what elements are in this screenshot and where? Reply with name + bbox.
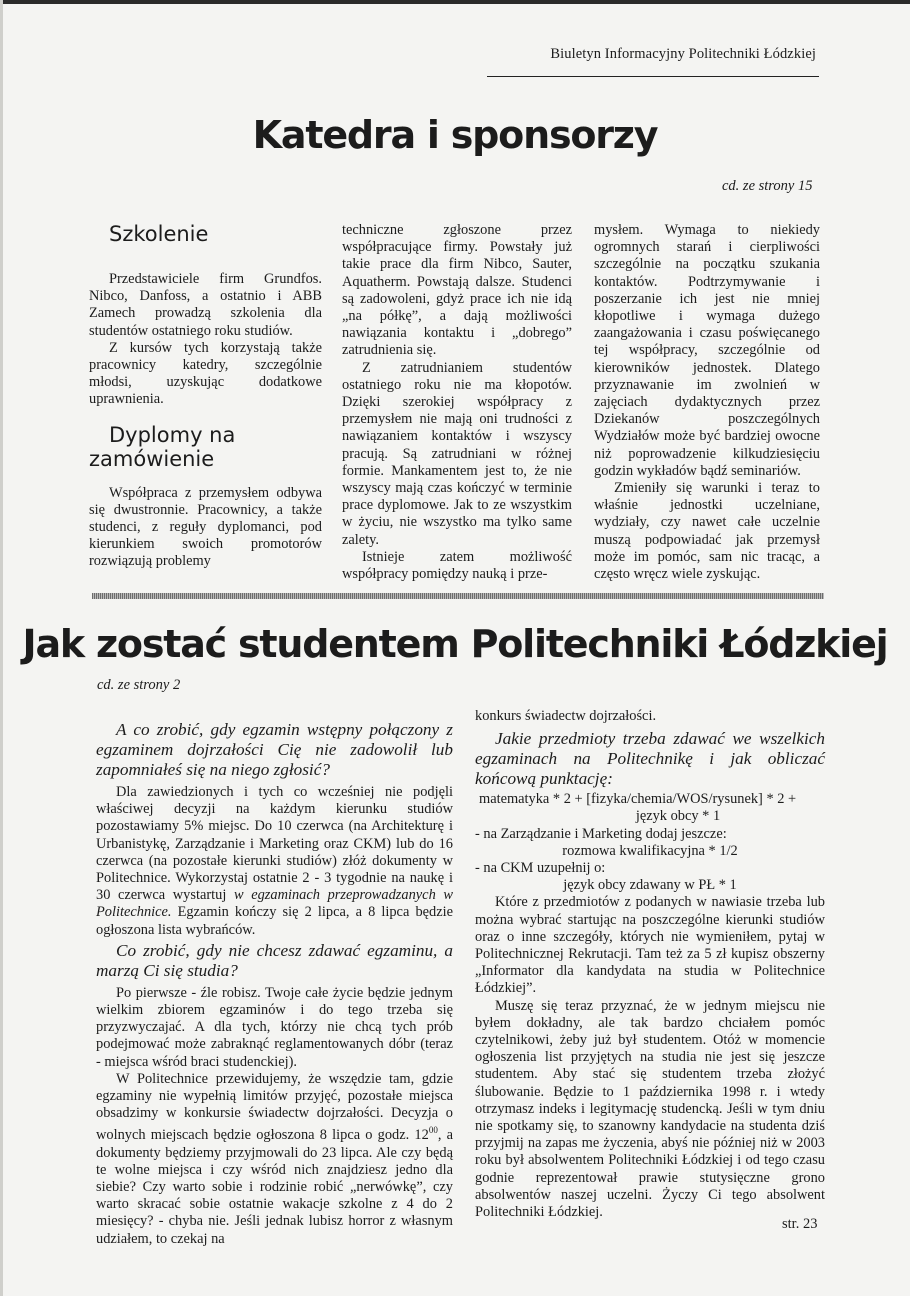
paragraph: Przedstawiciele firm Grundfos. Nibco, Danfoss, a ostatnio i ABB Zamech prowadzą szkolenia dla studentów ostatniego roku studiów.	[89, 271, 322, 339]
superscript: 00	[428, 1125, 438, 1136]
running-header: Biuletyn Informacyjny Politechniki Łódzkiej	[550, 46, 816, 62]
paragraph-text: , a dokumenty będziemy przyjmowali do 23 lipca. Ale czy będą te wolne miejsca i czy wśród nich znajdziesz jedno dla siebie? Czy warto sobie i rodzinie robić „nerwówkę”, czy warto skracać sobie ostatnie wakacje szkolne z 4 do 2 miesięcy? - chyba nie. Jeśli jednak lubisz horror z własnym udziałem, to czekaj na	[96, 1127, 454, 1247]
paragraph	[96, 784, 453, 939]
article1-continued: cd. ze strony 15	[722, 178, 813, 194]
page-number: str. 23	[782, 1216, 818, 1232]
paragraph: Muszę się teraz przyznać, że w jednym miejscu nie byłem dokładny, ale tak bardzo chciałem pomóc czytelnikowi, żeby już był studentem. Otóż w momencie ogłoszenia list przyjętych na studia nie jest się jeszcze studentem. Aby stać się studentem trzeba złożyć ślubowanie. Będzie to 1 października 1998 r. i wtedy otrzymasz indeks i legitymację studencką. Jeśli w tym dniu nie spotkamy się, to szanowny kandydacie na studenta dziś przyjmij na zapas me życzenia, abyś nie później niż w 2003 roku był absolwentem Politechniki Łódzkiej i od tego czasu godnie reprezentował prawie stutysięczne grono absolwentów naszej uczelni. Życzy Ci tego absolwent Politechniki Łódzkiej.	[475, 997, 825, 1221]
article1-column-3	[594, 222, 820, 583]
article1-column-2	[342, 222, 572, 583]
paragraph: Po pierwsze - źle robisz. Twoje całe życie będzie jednym wielkim zbiorem egzaminów i do tego trzeba się przyzwyczajać. A dla tych, którzy nie chcą tych prób podejmować może zabraknąć reglamentowanych dóbr (teraz - miejsca wśród braci studenckiej).	[96, 984, 453, 1070]
paragraph-text: W Politechnice przewidujemy, że wszędzie tam, gdzie egzaminy nie wypełnią limitów przyjęć, pozostałe miejsca obsadzimy w konkursie świadectw dojrzałości. Decyzja o wolnych miejscach będzie ogłoszona 8 lipca o godz. 12	[96, 1070, 453, 1144]
header-rule	[487, 76, 819, 77]
formula-line: matematyka * 2 + [fizyka/chemia/WOS/rysunek] * 2 +	[479, 791, 797, 808]
paragraph	[96, 1071, 453, 1248]
section-heading-dyplomy: Dyplomy na zamówienie	[89, 422, 236, 471]
paragraph: techniczne zgłoszone przez współpracujące firmy. Powstały już takie prace dla firm Nibco, Sauter, Aquatherm. Powstają dalsze. Studenci są zadowoleni, gdyż prace ich nie idą „na półkę”, a dają możliwości nawiązania kontaktu i „dobrego” zatrudnienia się.	[342, 222, 572, 359]
formula-line: język obcy zdawany w PŁ * 1	[563, 877, 737, 894]
paragraph: Współpraca z przemysłem odbywa się dwustronnie. Pracownicy, a także studenci, z reguły dyplomanci, pod kierunkiem swoich promotorów rozwiązują problemy	[89, 484, 322, 570]
paragraph: Z zatrudnianiem studentów ostatniego roku nie ma kłopotów. Dzięki szerokiej współpracy z przemysłem nie mają oni trudności z nawiązaniem kontaktów i wszyscy pracują. Są zatrudniani w różnej formie. Mankamentem jest to, że nie wszyscy mają czas kończyć w terminie prace dyplomowe. Jak to ze wszystkim w życiu, nie wszystko ma tylko same zalety.	[342, 359, 572, 548]
article1-title: Katedra i sponsorzy	[252, 113, 658, 157]
question-heading: A co zrobić, gdy egzamin wstępny połączony z egzaminem dojrzałości Cię nie zadowolił lub zapomniałeś się na niego zgłosić?	[96, 720, 453, 779]
paragraph: konkurs świadectw dojrzałości.	[475, 708, 657, 724]
section-divider	[92, 593, 824, 599]
article2-column-1	[96, 720, 453, 1248]
paragraph-italic-text: w egzaminach przeprowadzanych w Politechnice.	[96, 887, 453, 921]
formula-line: - na Zarządzanie i Marketing dodaj jeszcze:	[475, 825, 727, 842]
question-heading: Jakie przedmioty trzeba zdawać we wszelkich egzaminach na Politechnikę i jak obliczać końcową punktację:	[475, 729, 825, 789]
paragraph-text: Dla zawiedzionych i tych co wcześniej nie podjęli właściwej decyzji na każdym kierunku studiów pozostawiamy 5% miejsc. Do 10 czerwca (na Architekturę i Urbanistykę, Zarządzanie i Marketing oraz CKM) lub do 16 czerwca (na pozostałe kierunki studiów) złóż dokumenty w Politechnice. Wykorzystaj ostatnie 2 - 3 tygodnie na naukę i 30 czerwca wystartuj	[96, 784, 453, 904]
section-heading-szkolenie: Szkolenie	[109, 222, 209, 246]
article1-column-1	[89, 222, 322, 571]
paragraph: Które z przedmiotów z podanych w nawiasie trzeba lub można wybrać startując na poszczególne kierunki studiów oraz o inne szczegóły, których nie wymieniłem, pytaj w Politechnicznej Rekrutacji. Tam też za 5 zł kupisz obszerny „Informator dla kandydata na studia w Politechnice Łódzkiej”.	[475, 894, 825, 997]
formula-line: język obcy * 1	[635, 808, 721, 825]
formula-line: - na CKM uzupełnij o:	[475, 860, 606, 877]
paragraph: Z kursów tych korzystają także pracownicy katedry, szczególnie młodsi, uzyskując dodatkowe uprawnienia.	[89, 339, 322, 408]
paragraph: mysłem. Wymaga to niekiedy ogromnych starań i cierpliwości szczególnie na początku szukania kontaktów. Podtrzymywanie i poszerzanie ich jest nie mniej kłopotliwe i wymaga dużego zaangażowania i czasu poświęcanego tej współpracy, szczególnie od kierowników jednostek. Dlatego przyznawanie im zwolnień w zajęciach dydaktycznych przez Dziekanów poszczególnych Wydziałów może być bardziej owocne niż poprowadzenie kilkudziesięciu godzin wykładów bądź seminariów.	[594, 222, 820, 479]
article2-title: Jak zostać studentem Politechniki Łódzkiej	[22, 622, 888, 666]
question-heading: Co zrobić, gdy nie chcesz zdawać egzaminu, a marzą Ci się studia?	[96, 940, 453, 980]
article2-continued: cd. ze strony 2	[97, 677, 181, 693]
scan-top-edge	[0, 0, 910, 4]
paragraph: Istnieje zatem możliwość współpracy pomiędzy nauką i prze-	[342, 548, 572, 583]
paragraph: Zmieniły się warunki i teraz to właśnie jednostki uczelniane, wydziały, czy nawet całe uczelnie muszą podpowiadać jak przemysł może im pomóc, sam nic tracąc, a często wręcz wiele zyskując.	[594, 480, 820, 583]
formula-line: rozmowa kwalifikacyjna * 1/2	[562, 842, 738, 859]
article2-column-2	[475, 708, 825, 1221]
paragraph-text: Egzamin kończy się 2 lipca, a 8 lipca będzie ogłoszona lista wybrańców.	[96, 904, 453, 938]
